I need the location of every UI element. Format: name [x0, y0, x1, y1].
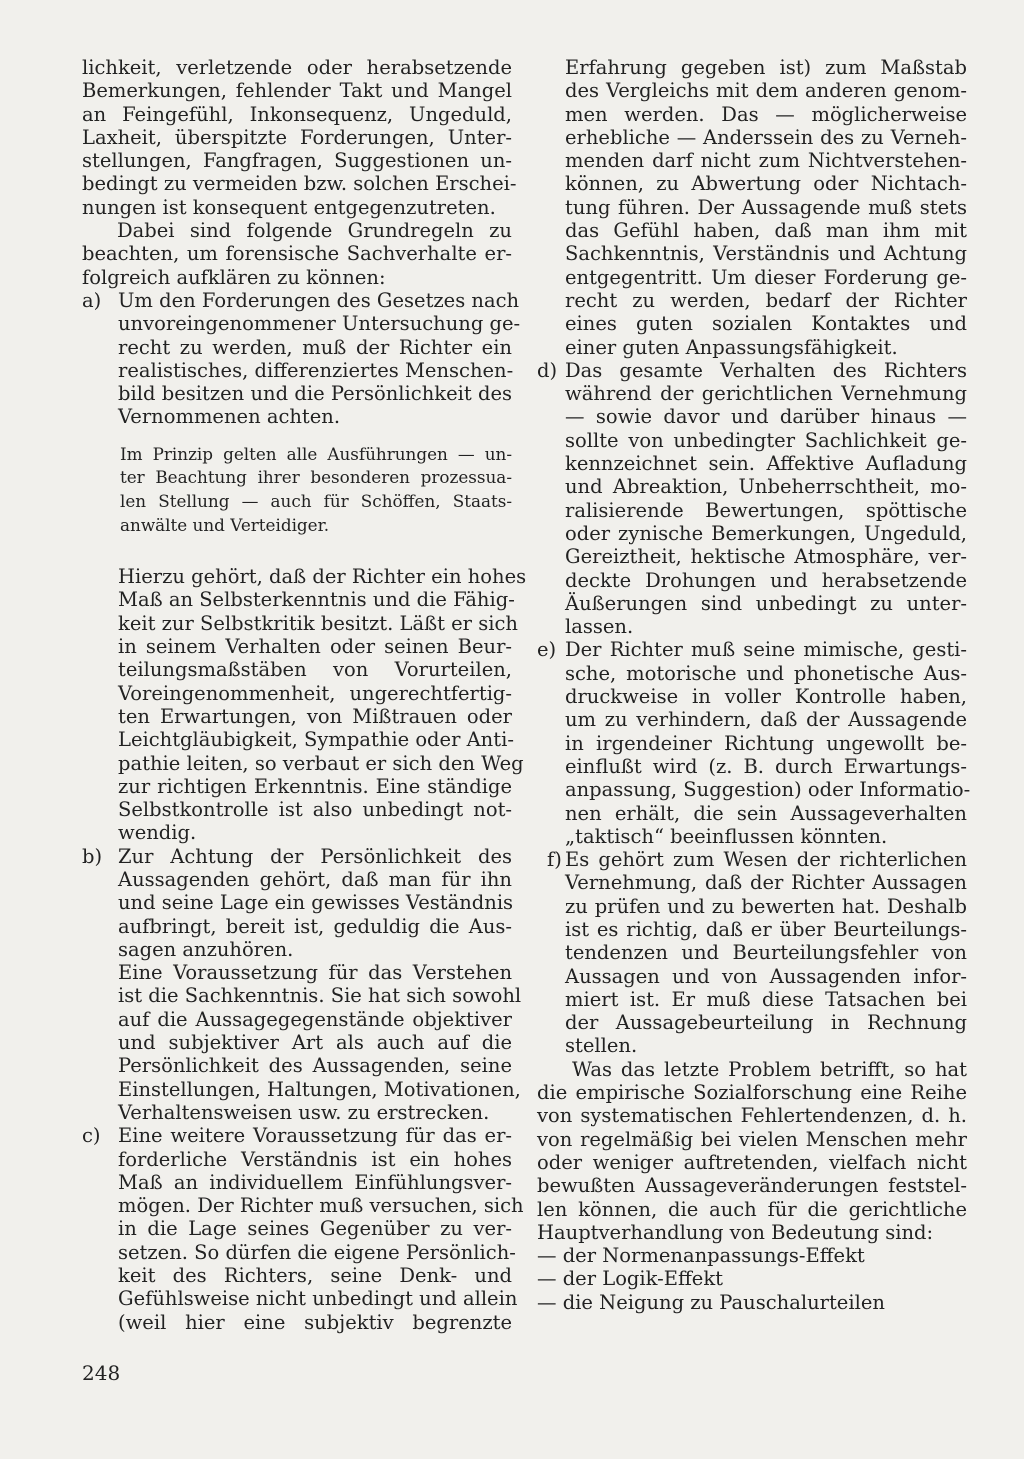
text-line: um zu verhindern, daß der Aussagende [565, 708, 967, 732]
text-line: sollte von unbedingter Sachlichkeit ge- [565, 428, 967, 452]
text-line: Einstellungen, Haltungen, Motivationen, [118, 1077, 521, 1101]
text-line: während der gerichtlichen Vernehmung [565, 382, 967, 406]
text-line: in irgendeiner Richtung ungewollt be- [565, 731, 967, 755]
text-line: und subjektiver Art als auch auf die [118, 1031, 512, 1055]
text-line: das Gefühl haben, daß man ihm mit [565, 219, 967, 243]
item-label: e) [537, 638, 557, 662]
text-line: len können, die auch für die gerichtliche [537, 1197, 967, 1221]
text-line: „taktisch“ beeinflussen könnten. [565, 824, 888, 848]
text-line: bild besitzen und die Persönlichkeit des [118, 382, 512, 406]
text-line: stellen. [565, 1034, 638, 1058]
text-line: Vernommenen achten. [118, 405, 341, 429]
text-line: von regelmäßig bei vielen Menschen mehr [537, 1127, 967, 1151]
rule-item-f [537, 848, 967, 1058]
text-line: druckweise in voller Kontrolle haben, [565, 685, 967, 709]
text-line: des Vergleichs mit dem anderen genom- [565, 79, 967, 103]
text-line: auf die Aussagegegenstände objektiver [118, 1007, 512, 1031]
text-line: Selbstkontrolle ist also unbedingt not- [118, 798, 512, 822]
text-line: können, zu Abwertung oder Nichtach- [565, 172, 967, 196]
text-line: bewußten Aussageveränderungen feststel- [537, 1174, 967, 1198]
text-line: ralisierende Bewertungen, spöttische [565, 498, 967, 522]
text-line: deckte Drohungen und herabsetzende [565, 568, 967, 592]
text-line: einer guten Anpassungsfähigkeit. [565, 335, 898, 359]
text-line: Eine Voraussetzung für das Verstehen [118, 961, 512, 985]
text-line: der Aussagebeurteilung in Rechnung [565, 1011, 967, 1035]
text-line: folgreich aufklären zu können: [82, 265, 386, 289]
text-line: Leichtgläubigkeit, Sympathie oder Anti- [118, 728, 514, 752]
text-line: Sachkenntnis, Verständnis und Achtung [565, 242, 967, 266]
rules-intro-paragraph [82, 219, 512, 289]
text-line: ist es richtig, daß er über Beurteilungs- [565, 917, 967, 941]
text-line: Maß an individuellem Einfühlungsver- [118, 1170, 512, 1194]
text-line: anpassung, Suggestion) oder Informatio- [565, 778, 971, 802]
text-line: Aussagen und von Aussagenden infor- [565, 964, 967, 988]
text-line: Zur Achtung der Persönlichkeit des [118, 844, 512, 868]
effects-list [537, 1244, 967, 1314]
text-line: zur richtigen Erkenntnis. Eine ständige [118, 774, 512, 798]
text-line: menden darf nicht zum Nichtverstehen- [565, 149, 967, 173]
item-label: b) [82, 844, 103, 868]
text-line: Der Richter muß seine mimische, gesti- [565, 638, 967, 662]
item-label: c) [82, 1124, 101, 1148]
text-line: Um den Forderungen des Gesetzes nach [118, 288, 520, 312]
text-line: tendenzen und Beurteilungsfehler von [565, 941, 967, 965]
text-line: erhebliche — Anderssein des zu Verneh- [565, 125, 967, 149]
text-line: oder zynische Bemerkungen, Ungeduld, [565, 521, 967, 545]
text-line: teilungsmaßstäben von Vorurteilen, [118, 658, 512, 682]
left-column [82, 56, 527, 1334]
rule-item-d [537, 359, 967, 639]
text-line: entgegentritt. Um dieser Forderung ge- [565, 265, 967, 289]
note-line: Im Prinzip gelten alle Ausführungen — un- [120, 443, 512, 464]
text-line: recht zu werden, muß der Richter ein [118, 335, 512, 359]
text-line: realistisches, differenziertes Menschen- [118, 358, 514, 382]
text-line: stellungen, Fangfragen, Suggestionen un- [82, 149, 512, 173]
note-line: len Stellung — auch für Schöffen, Staats- [120, 490, 512, 511]
text-line: Gereiztheit, hektische Atmosphäre, ver- [565, 545, 967, 569]
text-line: an Feingefühl, Inkonsequenz, Ungeduld, [82, 102, 512, 126]
text-line: Erfahrung gegeben ist) zum Maßstab [565, 56, 967, 79]
text-line: recht zu werden, bedarf der Richter [565, 288, 967, 312]
text-line: Laxheit, überspitzte Forderungen, Unter- [82, 125, 512, 149]
text-line: ist die Sachkenntnis. Sie hat sich sowohl [118, 984, 522, 1008]
rule-item-e [537, 638, 971, 848]
text-line: lichkeit, verletzende oder herabsetzende [82, 56, 512, 79]
text-line: oder weniger auftretenden, vielfach nicht [537, 1150, 967, 1174]
text-line: Das gesamte Verhalten des Richters [565, 358, 967, 382]
text-line: Verhaltensweisen usw. zu erstrecken. [118, 1100, 490, 1124]
text-line: setzen. So dürfen die eigene Persönlich- [118, 1240, 516, 1264]
text-line: und Abreaktion, Unbeherrschtheit, mo- [565, 475, 967, 499]
intro-paragraph [82, 56, 517, 219]
text-line: in seinem Verhalten oder seinen Beur- [118, 635, 512, 659]
item-label: d) [537, 358, 558, 382]
text-line: ten Erwartungen, von Mißtrauen oder [118, 704, 512, 728]
text-line: Dabei sind folgende Grundregeln zu [117, 219, 512, 243]
closing-paragraph [537, 1058, 967, 1244]
text-line: Bemerkungen, fehlender Takt und Mangel [82, 79, 512, 103]
text-line: men werden. Das — möglicherweise [565, 102, 967, 126]
text-line: Vernehmung, daß der Richter Aussagen [565, 871, 967, 895]
text-line: und seine Lage ein gewisses Veständnis [118, 891, 514, 915]
text-line: aufbringt, bereit ist, geduldig die Aus- [118, 914, 512, 938]
rule-item-c [82, 1124, 524, 1334]
text-line: Es gehört zum Wesen der richterlichen [565, 848, 967, 872]
text-line: nungen ist konsequent entgegenzutreten. [82, 195, 496, 219]
text-line: eines guten sozialen Kontaktes und [565, 312, 967, 336]
item-label: f) [547, 848, 562, 872]
text-line: lassen. [565, 615, 634, 639]
text-line: nen erhält, die sein Aussageverhalten [565, 801, 967, 825]
text-line: zu prüfen und zu bewerten hat. Deshalb [565, 894, 967, 918]
text-line: die empirische Sozialforschung eine Reihe [537, 1081, 967, 1105]
text-line: Maß an Selbsterkenntnis und die Fähig- [118, 588, 515, 612]
text-line: Eine weitere Voraussetzung für das er- [118, 1124, 512, 1148]
list-item: — die Neigung zu Pauschalurteilen [537, 1290, 885, 1314]
text-line: (weil hier eine subjektiv begrenzte [118, 1310, 512, 1334]
footnote-block [120, 443, 512, 537]
text-line: — sowie davor und darüber hinaus — [565, 405, 967, 429]
text-line: miert ist. Er muß diese Tatsachen bei [565, 987, 967, 1011]
text-line: Hierzu gehört, daß der Richter ein hohes [118, 565, 527, 589]
list-item: — der Logik-Effekt [537, 1267, 723, 1291]
rule-item-b [82, 844, 522, 1125]
text-line: keit zur Selbstkritik besitzt. Läßt er sich [118, 611, 518, 635]
text-line: sche, motorische und phonetische Aus- [565, 661, 967, 685]
item-label: a) [82, 288, 102, 312]
text-line: in die Lage seines Gegenüber zu ver- [118, 1217, 512, 1241]
text-line: Voreingenommenheit, ungerechtfertig- [118, 681, 512, 705]
note-line: ter Beachtung ihrer besonderen prozessua- [120, 467, 512, 488]
text-line: bedingt zu vermeiden bzw. solchen Erschei- [82, 172, 517, 196]
right-column [537, 56, 971, 1314]
text-line: Äußerungen sind unbedingt zu unter- [565, 591, 967, 615]
text-line: mögen. Der Richter muß versuchen, sich [118, 1194, 524, 1218]
page-number: 248 [82, 1361, 121, 1385]
text-line: forderliche Verständnis ist ein hohes [118, 1147, 512, 1171]
text-line: keit des Richters, seine Denk- und [118, 1264, 512, 1288]
text-line: von systematischen Fehlertendenzen, d. h. [537, 1104, 967, 1128]
text-line: Was das letzte Problem betrifft, so hat [572, 1057, 967, 1081]
rule-item-a [82, 288, 521, 429]
text-line: Aussagenden gehört, daß man für ihn [118, 867, 512, 891]
text-line: Hauptverhandlung von Bedeutung sind: [537, 1220, 934, 1244]
text-line: unvoreingenommener Untersuchung ge- [118, 312, 521, 336]
text-line: tung führen. Der Aussagende muß stets [565, 195, 967, 219]
text-line: Gefühlsweise nicht unbedingt und allein [118, 1287, 518, 1311]
text-line: kennzeichnet sein. Affektive Aufladung [565, 452, 967, 476]
text-line: sagen anzuhören. [118, 937, 294, 961]
text-line: Persönlichkeit des Aussagenden, seine [118, 1054, 512, 1078]
note-line: anwälte und Verteidiger. [120, 514, 330, 535]
text-line: einflußt wird (z. B. durch Erwartungs- [565, 754, 967, 778]
rule-item-c-continuation [537, 56, 967, 359]
rule-item-a-continuation [82, 565, 527, 845]
text-line: beachten, um forensische Sachverhalte er- [82, 242, 512, 266]
list-item: — der Normenanpassungs-Effekt [537, 1244, 865, 1268]
text-line: pathie leiten, so verbaut er sich den Weg [118, 751, 524, 775]
text-line: wendig. [118, 821, 197, 845]
